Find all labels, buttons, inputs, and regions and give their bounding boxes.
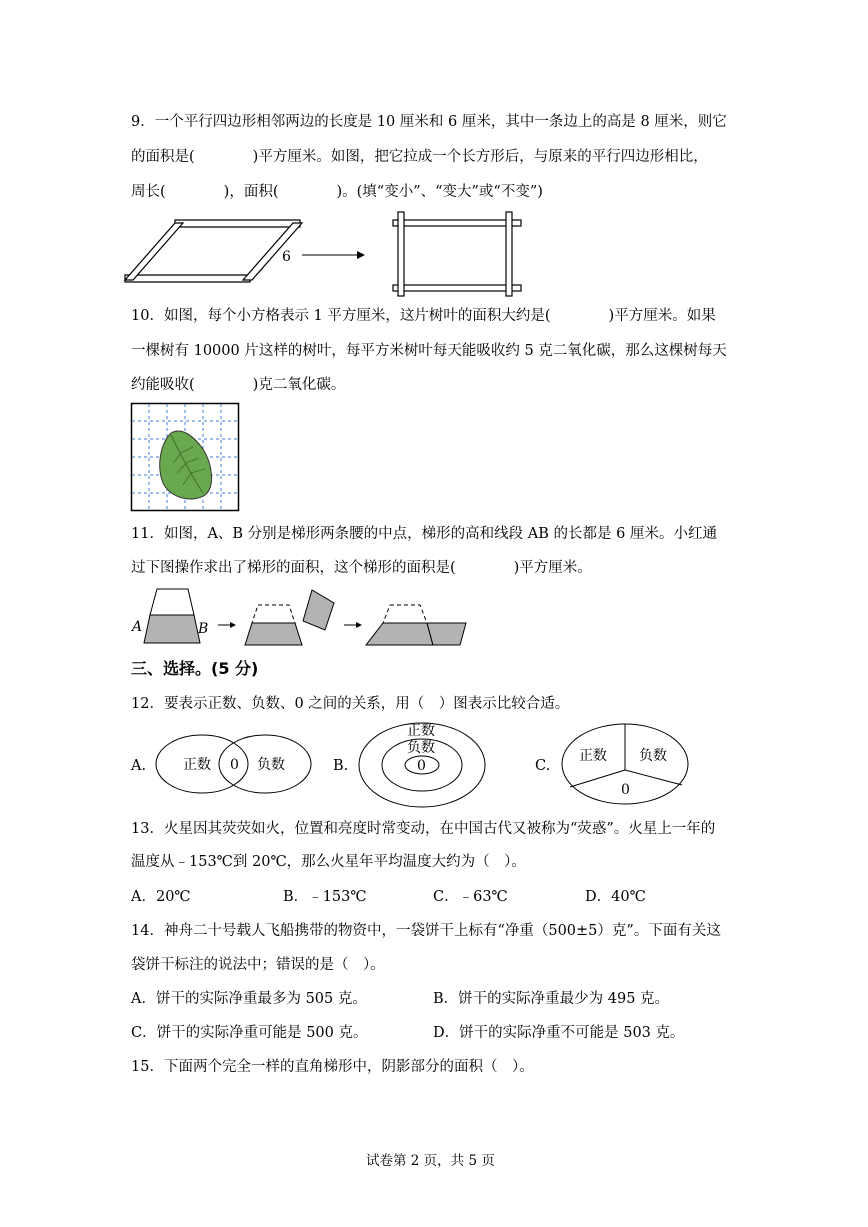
q14-line-1: 14．神舟二十号载人飞船携带的物资中，一袋饼干上标有“净重（500±5）克”。下面有关这 (131, 923, 721, 939)
q12-b-positive-label: 正数 (407, 723, 435, 739)
q13-option-b: B．﹣153℃ (283, 889, 367, 905)
trapezoid-operation-figure (130, 585, 475, 650)
q9-line-2: 的面积是( )平方厘米。如图，把它拉成一个长方形后，与原来的平行四边形相比， (131, 149, 708, 165)
q12-option-b-nested (355, 718, 490, 810)
q12-option-c-pie (560, 722, 695, 806)
q14-option-c: C．饼干的实际净重可能是 500 克。 (131, 1025, 368, 1041)
q14-option-d: D．饼干的实际净重不可能是 503 克。 (433, 1025, 685, 1041)
q12-a-negative-label: 负数 (257, 757, 285, 773)
rectangle-frame (393, 212, 521, 296)
q12-a-positive-label: 正数 (183, 757, 211, 773)
q11-line-2: 过下图操作求出了梯形的面积，这个梯形的面积是( )平方厘米。 (131, 560, 592, 576)
q10-line-3: 约能吸收( )克二氧化碳。 (131, 377, 346, 393)
q9-side-label: 6 (282, 249, 291, 265)
leaf-grid-figure (131, 403, 241, 513)
q12-option-a-venn (155, 733, 315, 795)
page-footer: 试卷第 2 页，共 5 页 (366, 1153, 495, 1169)
q12-c-zero-label: 0 (621, 782, 630, 798)
section-3-title: 三、选择。(5 分) (131, 659, 259, 678)
parallelogram-frame (125, 220, 302, 282)
q12-option-c-label: C. (535, 758, 551, 774)
q14-line-2: 袋饼干标注的说法中；错误的是（ ）。 (131, 957, 385, 973)
q12-c-negative-label: 负数 (639, 748, 667, 764)
q9-line-3: 周长( )，面积( )。(填“变小”、“变大”或“不变”) (131, 184, 543, 200)
q15-text: 15．下面两个完全一样的直角梯形中，阴影部分的面积（ ）。 (131, 1059, 534, 1075)
q12-c-positive-label: 正数 (579, 748, 607, 764)
point-a-label: A (132, 619, 143, 635)
q12-option-a-label: A. (131, 758, 147, 774)
q12-b-negative-label: 负数 (407, 740, 435, 756)
q13-line-1: 13．火星因其荧荧如火，位置和亮度时常变动，在中国古代又被称为“荧惑”。火星上一年的 (131, 821, 716, 837)
q12-option-b-label: B. (333, 758, 349, 774)
q11-line-1: 11．如图，A、B 分别是梯形两条腰的中点，梯形的高和线段 AB 的长都是 6 厘米。小红通 (131, 526, 717, 542)
q13-line-2: 温度从﹣153℃到 20℃，那么火星年平均温度大约为（ ）。 (131, 854, 526, 870)
q9-figure (125, 212, 525, 292)
q13-option-c: C．﹣63℃ (433, 889, 508, 905)
q14-option-a: A．饼干的实际净重最多为 505 克。 (131, 991, 367, 1007)
q12-b-zero-label: 0 (417, 758, 426, 774)
q14-option-b: B．饼干的实际净重最少为 495 克。 (433, 991, 670, 1007)
q12-text: 12．要表示正数、负数、0 之间的关系，用（ ）图表示比较合适。 (131, 696, 570, 712)
q13-option-a: A．20℃ (131, 889, 191, 905)
arrow-icon (344, 622, 362, 628)
q9-line-1: 9．一个平行四边形相邻两边的长度是 10 厘米和 6 厘米，其中一条边上的高是 8 厘米，则它 (131, 114, 727, 130)
q10-line-2: 一棵树有 10000 片这样的树叶，每平方米树叶每天能吸收约 5 克二氧化碳，那么这棵树每天 (131, 343, 727, 359)
point-b-label: B (198, 621, 209, 637)
q10-line-1: 10．如图，每个小方格表示 1 平方厘米，这片树叶的面积大约是( )平方厘米。如果 (131, 308, 716, 324)
arrow-icon (302, 251, 365, 259)
q13-option-d: D．40℃ (585, 889, 646, 905)
arrow-icon (218, 622, 236, 628)
q12-a-zero-label: 0 (230, 757, 239, 773)
